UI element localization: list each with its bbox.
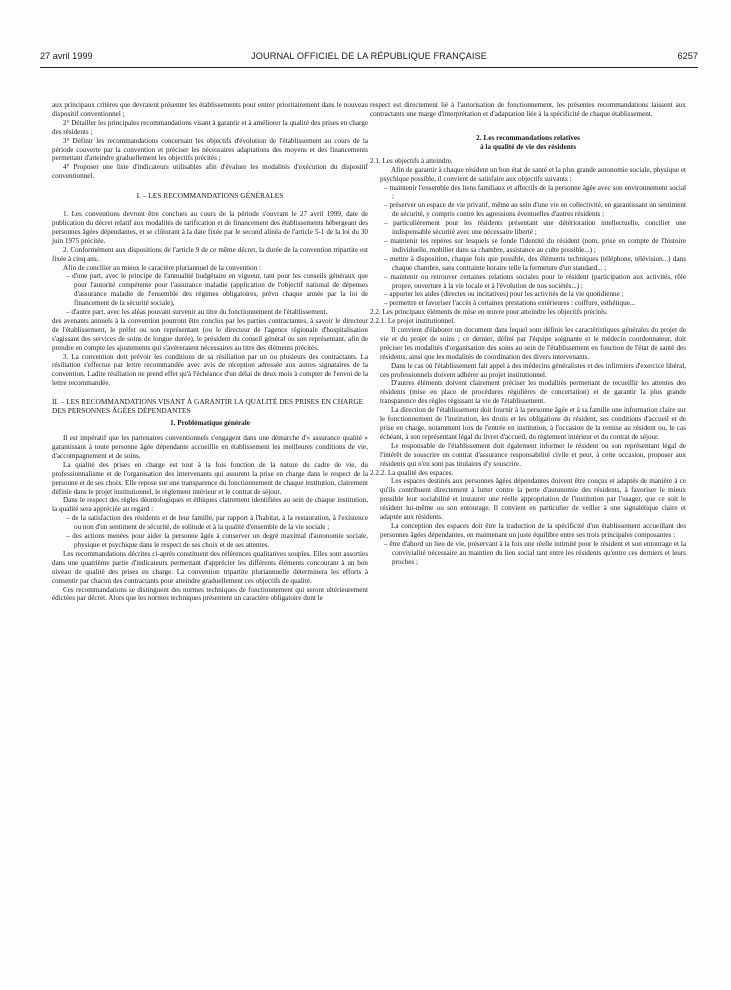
paragraph: Dans le cas où l'établissement fait appel à des médecins généralistes et des infirmiers d'exercice libéral, ces professionnels doivent adhérer au projet institutionnel.	[380, 361, 686, 379]
paragraph: 3° Définir les recommandations concernant les objectifs d'évolution de l'établissement au cours de la période couverte par la convention et préciser les nécessaires adaptations des moyens et des financements permettant d'atteindre graduellement les objectifs précités ;	[52, 136, 368, 163]
numbered-heading: 2.1. Les objectifs à atteindre.	[370, 156, 453, 165]
list-item: – maintenir les repères sur lesquels se fonde l'identité du résident (nom, prise en compte de l'histoire individuelle, mobilier dans sa chambre, assistance au culte possible...) ;	[384, 236, 686, 254]
subsection-heading: 1. Problématique générale	[170, 419, 250, 428]
page-number: 6257	[677, 51, 698, 61]
journal-title: JOURNAL OFFICIEL DE LA RÉPUBLIQUE FRANÇAISE	[251, 51, 487, 61]
list-item: – maintenir ou retrouver certaines relations sociales pour le résident (participation aux activités, rôle propre, ouverture à la vie locale et à l'évolution de nos sociétés...) ;	[384, 272, 686, 290]
list-item: – de la satisfaction des résidents et de leur famille, par rapport à l'habitat, à la restauration, à l'existence ou non d'un sentiment de sécurité, de solitude et à la qualité d'ensemble de la vie sociale ;	[66, 514, 368, 532]
paragraph: La conception des espaces doit être la traduction de la spécificité d'un établissement accueillant des personnes âgées dépendantes, en maintenant un juste équilibre entre ses trois principales composantes :	[380, 521, 686, 539]
list-item: – permettre et favoriser l'accès à certaines prestations extérieures : coiffure, esthétique...	[384, 299, 636, 308]
paragraph: Il est impératif que les partenaires conventionnels s'engagent dans une démarche d'« assurance qualité » garantissant à toute personne âgée dépendante accueillie en établissement les meilleures conditions de vie, d'accompagnement et de soins.	[52, 434, 368, 460]
paragraph: Les espaces destinés aux personnes âgées dépendantes doivent être conçus et adaptés de manière à ce qu'ils contribuent directement à lutter contre la perte d'autonomie des résidents, à favoriser le mieux possible leur sociabilité et instaurer une réelle appropriation de l'institution par l'usager, que ce soit le résident lui-même ou son entourage. Il convient en particulier de veiller à une signalétique claire et adaptée aux résidents.	[380, 477, 686, 522]
paragraph: 2° Détailler les principales recommandations visant à garantir et à améliorer la qualité des prises en charge des résidents ;	[52, 118, 368, 136]
list-item: – être d'abord un lieu de vie, préservant à la fois une réelle intimité pour le résident et son entourage et la convivialité nécessaire au maintien du lien social tant entre les résidents qu'entre ces derniers et leurs proches ;	[384, 539, 686, 566]
section-heading: II. – LES RECOMMANDATIONS VISANT À GARANTIR LA QUALITÉ DES PRISES EN CHARGE DES PERSONNES ÂGÉES DÉPENDANTES	[52, 397, 364, 416]
issue-date: 27 avril 1999	[40, 51, 93, 61]
page-header	[40, 51, 698, 65]
paragraph: 3. La convention doit prévoir les conditions de sa résiliation par un ou plusieurs des contractants. La résiliation s'effectue par lettre recommandée avec avis de réception adressée aux autres signataires de la convention. Ladite résiliation ne prend effet qu'à l'échéance d'un délai de deux mois à compter de l'envoi de la lettre recommandée.	[52, 352, 368, 388]
list-item: – préserver un espace de vie privatif, même au sein d'une vie en collectivité, en garantissant un sentiment de sécurité, y compris contre les agressions éventuelles d'autres résidents ;	[384, 201, 686, 219]
numbered-heading: 2.2.1. Le projet institutionnel.	[370, 317, 456, 326]
list-item: – d'autre part, avec les aléas pouvant survenir au titre du fonctionnement de l'établissement,	[66, 308, 328, 317]
paragraph: Les recommandations décrites ci-après constituent des références qualitatives souples. Elles sont assorties dans une quatrième partie d'indicateurs permettant d'apprécier les différents éléments concourant à un bon niveau de qualité des prises en charge. La convention tripartite pluriannuelle déterminera les efforts à consentir par chacun des contractants pour atteindre graduellement ces objectifs de qualité.	[52, 549, 368, 585]
subsection-heading-line2: à la qualité de vie des résidents	[479, 141, 577, 151]
list-item: – maintenir l'ensemble des liens familiaux et affectifs de la personne âgée avec son environnement social ;	[384, 183, 686, 201]
list-item: – des actions menées pour aider la personne âgée à conserver un degré maximal d'autonomie sociale, physique et psychique dans le respect de ses choix et de ses attentes.	[66, 532, 368, 549]
list-item: – mettre à disposition, chaque fois que possible, des éléments techniques (téléphone, télévision...) dans chaque chambre, sans contrainte horaire telle la fermeture d'un standard... ;	[384, 254, 686, 272]
subsection-heading	[370, 133, 686, 151]
paragraph: Dans le respect des règles déontologiques et éthiques clairement identifiées au sein de chaque institution, la qualité sera appréciée au regard :	[52, 496, 368, 514]
paragraph: La direction de l'établissement doit fournir à la personne âgée et à sa famille une information claire sur le fonctionnement de l'institution, les droits et les obligations du résident, ses conditions d'accueil et de prise en charge, notamment lors de l'entrée en institution, à l'occasion de la remise au résident ou, le cas échéant, à son représentant légal du livret d'accueil, du règlement intérieur et du contrat de séjour.	[380, 406, 686, 441]
list-item: – d'une part, avec le principe de l'annualité budgétaire en vigueur, tant pour les conseils généraux que pour l'autorité compétente pour l'assurance maladie (application de l'objectif national de dépenses d'assurance maladie de l'ensemble des régimes obligatoires, prévu chaque année par la loi de financement de la sécurité sociale),	[66, 272, 368, 308]
paragraph: Afin de garantir à chaque résident un bon état de santé et la plus grande autonomie sociale, physique et psychique possible, il convient de satisfaire aux objectifs suivants :	[380, 165, 686, 183]
paragraph: Il convient d'élaborer un document dans lequel sont définis les caractéristiques générales du projet de vie et du projet de soins ; ce dernier, défini par l'équipe soignante et le médecin coordonnateur, doit préciser les modalités d'organisation des soins au sein de l'établissement en fonction de l'état de santé des résidents, ainsi que les modalités de coordination des divers intervenants.	[380, 326, 686, 361]
list-item: – particulièrement pour les résidents présentant une détérioration intellectuelle, concilier une indispensable sécurité avec une nécessaire liberté ;	[384, 219, 686, 237]
subsection-heading-line1: 2. Les recommandations relatives	[476, 132, 580, 142]
paragraph: La qualité des prises en charge est tout à la fois fonction de la nature du cadre de vie, du professionnalisme et de l'organisation des intervenants qui assurent la prise en charge dans le respect de la personne et de ses choix. Elle repose sur une transparence du fonctionnement de chaque institution, clairement définie dans le projet institutionnel, le règlement intérieur et le contrat de séjour.	[52, 460, 368, 496]
paragraph: respect est directement lié à l'autorisation de fonctionnement, les présentes recommandations laissent aux contractants une marge d'interprétation et d'adaptation liée à la spécificité de chaque établissement.	[370, 101, 686, 118]
paragraph: 2. Conformément aux dispositions de l'article 9 de ce même décret, la durée de la convention tripartite est fixée à cinq ans.	[52, 245, 368, 263]
numbered-heading: 2.2.2. La qualité des espaces.	[370, 468, 454, 477]
left-column	[52, 101, 368, 603]
paragraph: 4° Proposer une liste d'indicateurs utilisables afin d'évaluer les modalités d'exécution du dispositif conventionnel.	[52, 163, 368, 181]
paragraph: 1. Les conventions devront être conclues au cours de la période s'ouvrant le 27 avril 1999, date de publication du décret relatif aux modalités de tarification et de financement des établissements hébergeant des personnes âgées dépendantes, et se clôturant à la date fixée par le second alinéa de l'article 5-1 de la loi du 30 juin 1975 précitée.	[52, 210, 368, 245]
numbered-heading: 2.2. Les principaux éléments de mise en œuvre pour atteindre les objectifs précités.	[370, 308, 608, 317]
paragraph: aux principaux critères que devraient présenter les établissements pour entrer prioritairement dans le nouveau dispositif conventionnel ;	[52, 101, 368, 118]
header-rule	[40, 67, 698, 68]
paragraph: D'autres éléments doivent clairement préciser les modalités permettant de recueillir les attentes des résidents (mise en place de procédures régulières de concertation) et de garantir la plus grande transparence des règles régissant la vie de l'établissement.	[380, 379, 686, 406]
right-column	[370, 101, 686, 567]
paragraph: des avenants annuels à la convention pourront être conclus par les parties contractantes, à savoir le directeur de l'établissement, le préfet ou son représentant (ou le directeur de l'agence régionale d'hospitalisation s'agissant des services de soins de longue durée), le président du conseil général ou son représentant, afin de prendre en compte les ajustements qui s'avéreraient nécessaires au titre des éléments précités.	[52, 316, 368, 352]
section-heading: I. – LES RECOMMANDATIONS GÉNÉRALES	[136, 191, 284, 201]
list-item: – apporter les aides (directes ou incitatives) pour les activités de la vie quotidienne ;	[384, 290, 624, 299]
paragraph: Ces recommandations se distinguent des normes techniques de fonctionnement qui seront ultérieurement édictées par décret. Alors que les normes techniques présentent un caractère obligatoire dont le	[52, 585, 368, 603]
paragraph: Le responsable de l'établissement doit également informer le résident ou son représentant légal de l'intérêt de souscrire un contrat d'assurance responsabilité civile et peut, à cette occasion, proposer aux résidents qui n'en sont pas titulaires d'y souscrire.	[380, 441, 686, 468]
paragraph: Afin de concilier au mieux le caractère pluriannuel de la convention :	[63, 263, 262, 272]
